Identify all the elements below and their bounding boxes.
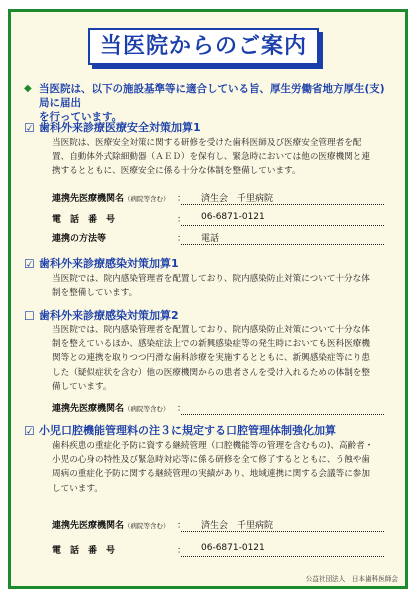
dotted-underline xyxy=(181,531,384,532)
intro-text xyxy=(24,82,385,124)
phone-value: 06-6871-0121 xyxy=(201,212,265,222)
partner-hospital-row xyxy=(52,401,384,415)
phone-row xyxy=(52,543,384,557)
section-3-title xyxy=(24,309,179,323)
row-label: 連携先医療機関名 xyxy=(52,194,125,204)
row-note: （病院等含む） xyxy=(124,195,170,203)
page-title: 当医院からのご案内 xyxy=(88,28,319,65)
body-line: 当医院は、医療安全対策に関する研修を受けた歯科医師及び医療安全管理者を配 xyxy=(52,138,362,148)
section-4-body xyxy=(52,439,382,496)
dotted-underline xyxy=(181,244,384,245)
section-4-title xyxy=(24,424,336,438)
section-1-body xyxy=(52,136,382,179)
partner-hospital-row xyxy=(52,518,384,532)
body-line: 関等との連携を取りつつ円滑な歯科診療を実施するとともに、新興感染症等にり患 xyxy=(52,353,370,364)
intro-line: 当医院は、以下の施設基準等に適合している旨、厚生労働省地方厚生(支)局に届出 xyxy=(39,83,385,109)
body-line: 当医院では、院内感染管理者を配置しており、院内感染防止対策について十分な体 xyxy=(52,325,370,335)
intro-line: を行っています。 xyxy=(39,111,123,123)
phone-row xyxy=(52,212,384,226)
contact-method-value: 電話 xyxy=(201,234,220,244)
row-note: （病院等含む） xyxy=(124,405,170,413)
partner-hospital-row xyxy=(52,191,384,205)
checked-checkbox-icon: ☑ xyxy=(24,424,35,438)
section-title-text: 歯科外来診療医療安全対策加算1 xyxy=(39,121,201,134)
row-label: 連携先医療機関名 xyxy=(52,404,125,414)
body-line: 携するとともに、医療安全に係る十分な体制を整備しています。 xyxy=(52,166,301,177)
section-title-text: 歯科外来診療感染対策加算2 xyxy=(39,309,179,322)
row-label: 電 話 番 号 xyxy=(52,546,116,556)
row-separator: ： xyxy=(177,521,187,531)
row-label: 連携先医療機関名 xyxy=(52,521,125,531)
row-separator: ： xyxy=(177,215,187,225)
body-line: 歯科疾患の重症化予防に資する継続管理（口腔機能等の管理を含むもの)、高齢者・ xyxy=(52,441,374,451)
dotted-underline xyxy=(181,204,384,205)
body-line: 当医院では、院内感染管理者を配置しており、院内感染防止対策について十分な体 xyxy=(52,274,370,284)
section-2-title xyxy=(24,257,179,271)
body-line: 小児の心身の特性及び緊急時対応等に係る研修を全て修了するとともに、う蝕や歯 xyxy=(52,455,370,466)
contact-method-row xyxy=(52,231,384,245)
body-line: した（疑似症状を含む）他の医療機関からの患者さんを受け入れるための体制を整 xyxy=(52,367,370,378)
section-3-body xyxy=(52,323,382,394)
checked-checkbox-icon: ☑ xyxy=(24,257,35,271)
section-title-text: 歯科外来診療感染対策加算1 xyxy=(39,257,179,270)
body-line: 周病の重症化予防に関する継続管理の実績があり、地域連携に関する会議等に参加 xyxy=(52,469,370,480)
body-line: 制を整えているほか、感染症法上での新興感染症等の発生時においても医科医療機 xyxy=(52,339,370,350)
dotted-underline xyxy=(181,414,384,415)
partner-hospital-value: 済生会 千里病院 xyxy=(201,521,274,531)
diamond-icon: ◆ xyxy=(24,83,32,94)
section-2-body xyxy=(52,272,382,300)
body-line: しています。 xyxy=(52,483,103,494)
row-separator: ： xyxy=(177,194,187,204)
row-label: 連携の方法等 xyxy=(52,234,107,244)
body-line: 備しています。 xyxy=(52,381,112,392)
row-separator: ： xyxy=(177,234,187,244)
dotted-underline xyxy=(181,556,384,557)
phone-value: 06-6871-0121 xyxy=(201,543,265,553)
row-note: （病院等含む） xyxy=(124,522,170,530)
section-title-text: 小児口腔機能管理料の注３に規定する口腔管理体制強化加算 xyxy=(39,424,336,437)
body-line: 置、自動体外式除細動器（ＡＥＤ）を保有し、緊急時においては他の医療機関と連 xyxy=(52,152,370,163)
row-separator: ： xyxy=(177,404,187,414)
checked-checkbox-icon: ☑ xyxy=(24,121,35,135)
partner-hospital-value: 済生会 千里病院 xyxy=(201,194,274,204)
row-separator: ： xyxy=(177,546,187,556)
empty-checkbox-icon: ☐ xyxy=(24,309,35,323)
dotted-underline xyxy=(181,225,384,226)
section-1-title xyxy=(24,121,201,135)
row-label: 電 話 番 号 xyxy=(52,215,116,225)
body-line: 制を整備しています。 xyxy=(52,288,138,299)
footer-organization: 公益社団法人 日本歯科医師会 xyxy=(305,575,398,583)
